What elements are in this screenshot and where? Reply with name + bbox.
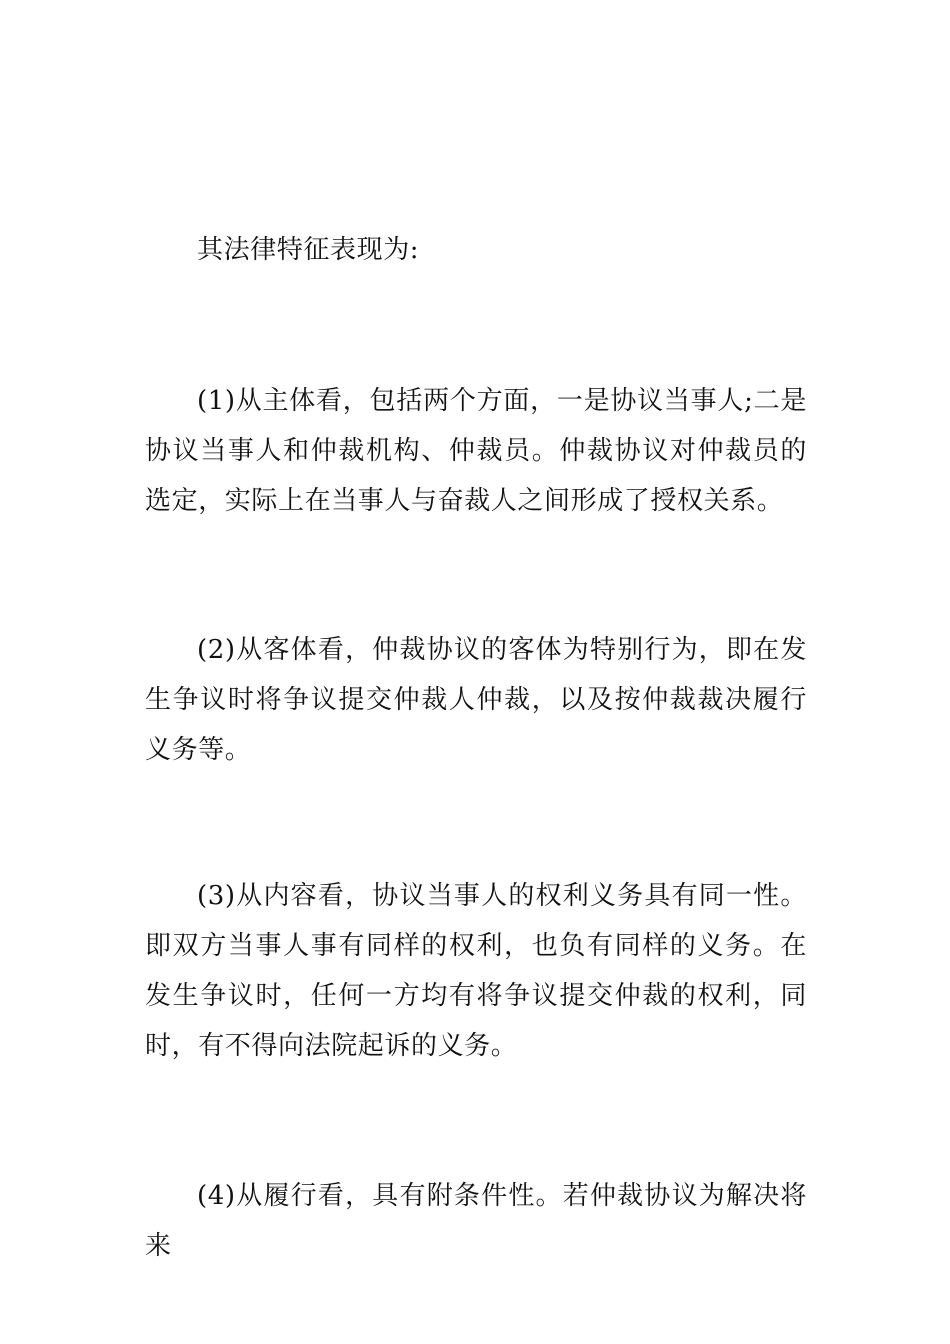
paragraph-performance: (4)从履行看，具有附条件性。若仲裁协议为解决将来 [145,1181,807,1261]
intro-paragraph: 其法律特征表现为: [197,235,420,265]
paragraph-content: (3)从内容看，协议当事人的权利义务具有同一性。即双方当事人事有同样的权利，也负有同样的义务。在发生争议时，任何一方均有将争议提交仲裁的权利，同时，有不得向法院起诉的义务。 [145,881,807,1061]
paragraph-object: (2)从客体看，仲裁协议的客体为特别行为，即在发生争议时将争议提交仲裁人仲裁，以及按仲裁裁决履行义务等。 [145,635,807,765]
paragraph-subject: (1)从主体看，包括两个方面，一是协议当事人;二是协议当事人和仲裁机构、仲裁员。仲裁协议对仲裁员的选定，实际上在当事人与奋裁人之间形成了授权关系。 [145,386,807,516]
